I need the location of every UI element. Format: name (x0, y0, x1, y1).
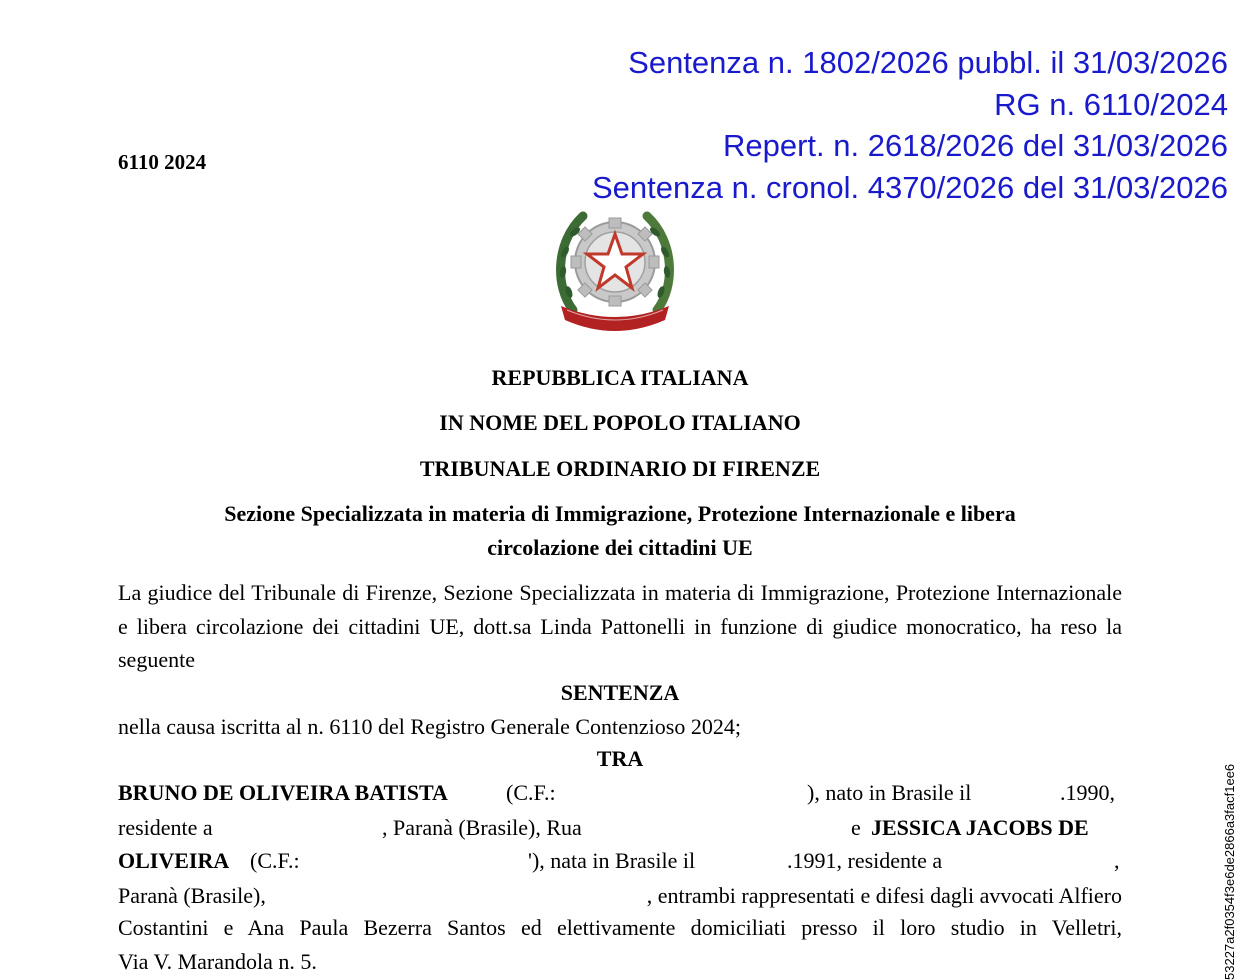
representation-text: , entrambi rappresentati e difesi dagli avvocati Alfiero (646, 883, 1122, 908)
party2-state: Paranà (Brasile), (118, 883, 266, 908)
intro-paragraph: La giudice del Tribunale di Firenze, Sezione Specializzata in materia di Immigrazione, Protezione Internazionale e libera circolazione dei cittadini UE, dott.sa Linda Pattonelli in funzione di giudice monocratico, ha reso la seguente (118, 580, 1122, 672)
party2-cf-label: (C.F.: (250, 848, 300, 873)
lawyers-line: Costantini e Ana Paula Bezerra Santos ed elettivamente domiciliati presso il loro studio in Velletri, (118, 915, 1122, 940)
party2-name-last: OLIVEIRA (118, 848, 230, 873)
party2-comma: , (1114, 848, 1120, 873)
stamp-repert: Repert. n. 2618/2026 del 31/03/2026 (722, 128, 1228, 163)
party1-cf-label: (C.F.: (506, 780, 556, 805)
header-tribunale: TRIBUNALE ORDINARIO DI FIRENZE (419, 456, 821, 481)
residence1-label: residente a (118, 815, 213, 840)
republic-emblem-icon (553, 202, 677, 336)
stamp-cronol: Sentenza n. cronol. 4370/2026 del 31/03/2026 (591, 169, 1228, 205)
party1-year: .1990, (1060, 780, 1115, 805)
residence1-region: , Paranà (Brasile), Rua (382, 815, 582, 840)
party2-name-first: JESSICA JACOBS DE (871, 815, 1089, 840)
party2-born: '), nata in Brasile il (528, 848, 696, 873)
sentenza-title: SENTENZA (560, 680, 680, 705)
document-hash: 53227a2f0354f3e6de2866a3facf1ee6 (1222, 763, 1237, 980)
party2-year: .1991, residente a (787, 848, 943, 873)
stamp-sentenza: Sentenza n. 1802/2026 pubbl. il 31/03/2026 (628, 45, 1228, 80)
causa-line: nella causa iscritta al n. 6110 del Registro Generale Contenzioso 2024; (118, 714, 741, 739)
registration-stamp (592, 42, 1228, 208)
case-reference: 6110 2024 (118, 150, 207, 174)
header-repubblica: REPUBBLICA ITALIANA (491, 365, 749, 390)
stamp-rg: RG n. 6110/2024 (994, 86, 1228, 122)
header-sezione-line1: Sezione Specializzata in materia di Immigrazione, Protezione Internazionale e libera (224, 501, 1016, 526)
header-sezione-line2: circolazione dei cittadini UE (487, 535, 753, 560)
party1-name: BRUNO DE OLIVEIRA BATISTA (118, 780, 448, 805)
conjunction-e: e (851, 815, 861, 840)
address-line: Via V. Marandola n. 5. (118, 949, 317, 974)
tra-title: TRA (596, 746, 644, 771)
party1-born: ), nato in Brasile il (807, 780, 972, 805)
header-popolo: IN NOME DEL POPOLO ITALIANO (439, 410, 801, 435)
